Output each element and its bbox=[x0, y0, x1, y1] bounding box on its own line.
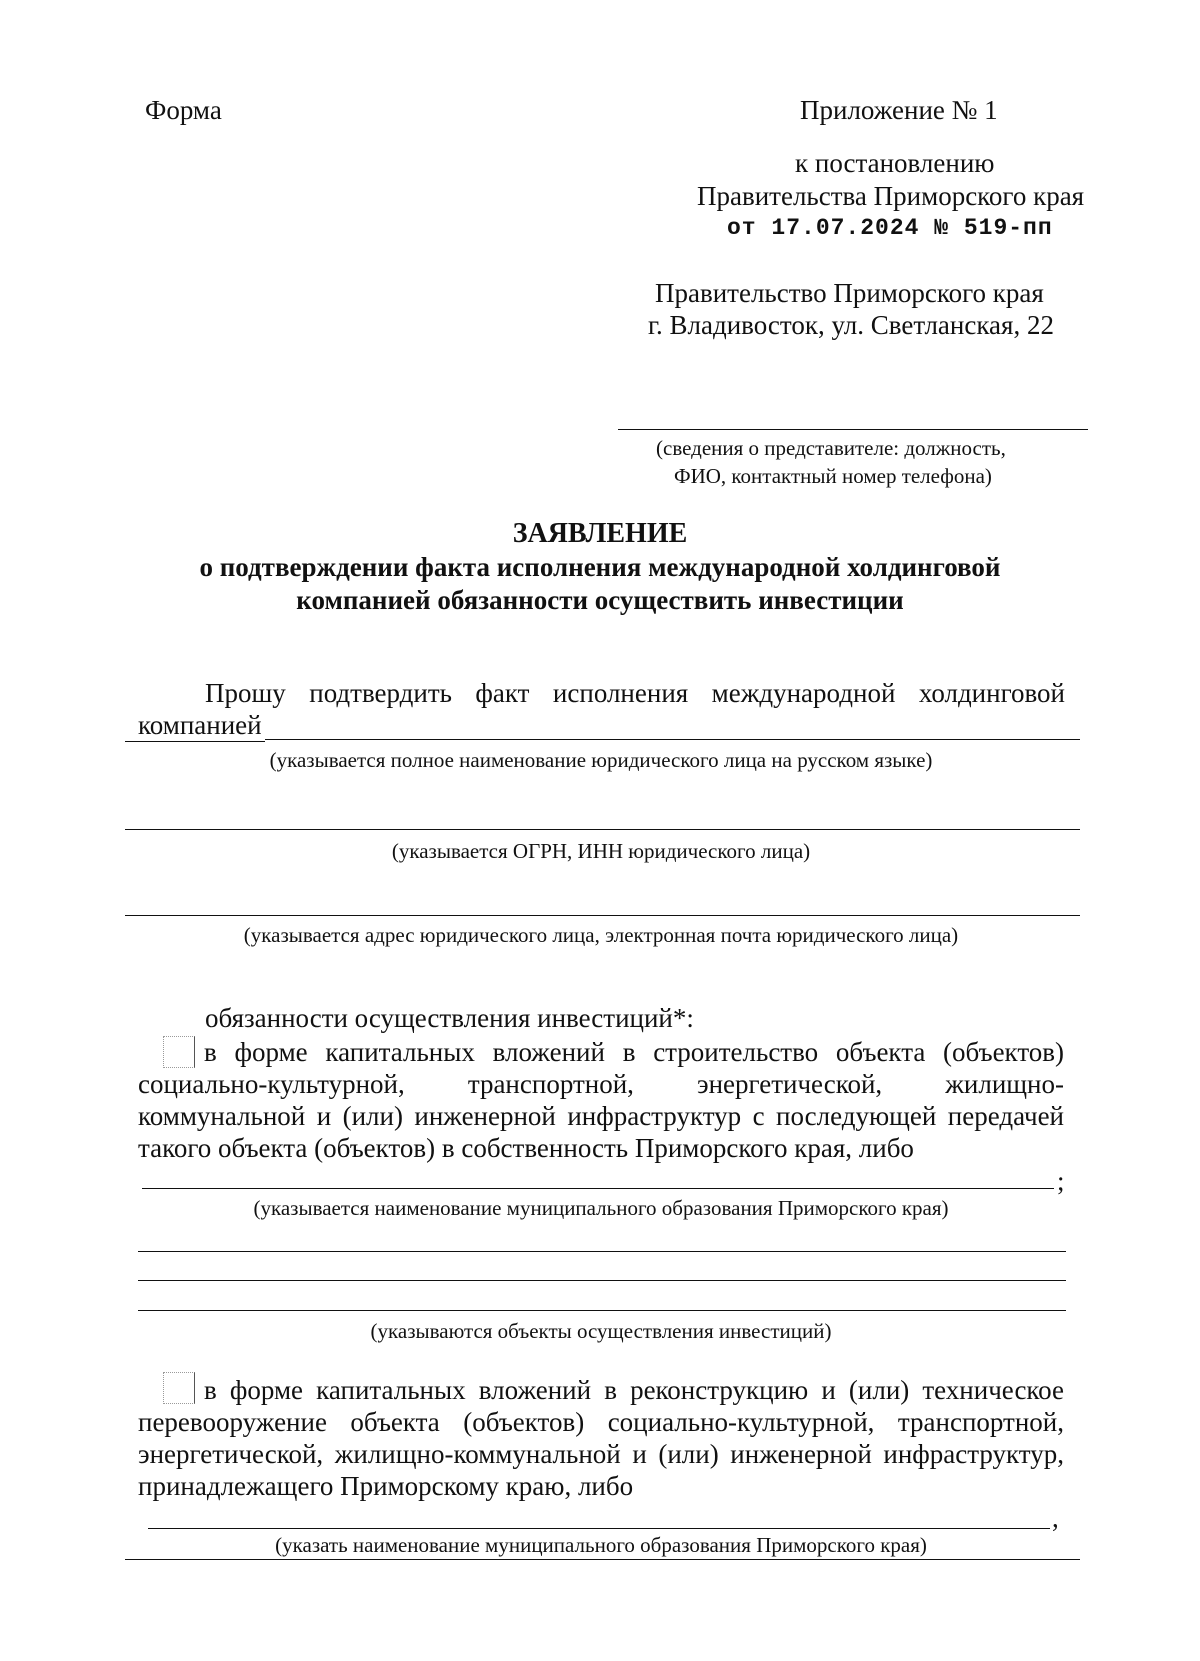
legal-name-field-line-top[interactable] bbox=[265, 739, 1080, 740]
address-email-caption: (указывается адрес юридического лица, электронная почта юридического лица) bbox=[243, 923, 959, 947]
ogrn-inn-field-line[interactable] bbox=[125, 829, 1080, 830]
option1-municipality-caption: (указывается наименование муниципального образования Приморского края) bbox=[253, 1196, 949, 1220]
representative-field-line[interactable] bbox=[618, 429, 1088, 430]
option2-checkbox[interactable] bbox=[163, 1372, 195, 1404]
obligations-intro: обязанности осуществления инвестиций*: bbox=[205, 1003, 694, 1033]
document-subtitle-line2: компанией обязанности осуществить инвестиции bbox=[296, 585, 904, 615]
legal-name-caption: (указывается полное наименование юридического лица на русском языке) bbox=[269, 748, 933, 772]
option2-municipality-caption: (указать наименование муниципального образования Приморского края) bbox=[275, 1533, 927, 1557]
representative-caption-line1: (сведения о представителе: должность, bbox=[656, 436, 1006, 460]
option1-line2: социально-культурной, транспортной, энергетической, жилищно- bbox=[138, 1069, 1064, 1099]
option1-objects-field-line-3[interactable] bbox=[138, 1310, 1066, 1311]
representative-caption-line2: ФИО, контактный номер телефона) bbox=[674, 464, 992, 488]
option1-line4: такого объекта (объектов) в собственность Приморского края, либо bbox=[138, 1133, 914, 1163]
resolution-ref: к постановлению bbox=[795, 148, 995, 178]
option2-municipality-field-line[interactable] bbox=[148, 1528, 1050, 1529]
request-line2: компанией bbox=[138, 710, 262, 740]
option1-trailing-mark: ; bbox=[1057, 1166, 1065, 1196]
document-subtitle-line1: о подтверждении факта исполнения международной холдинговой bbox=[199, 552, 1001, 582]
legal-name-field-line-left bbox=[125, 741, 265, 742]
option2-line3: энергетической, жилищно-коммунальной и (или) инженерной инфраструктур, bbox=[138, 1439, 1064, 1469]
government-ref: Правительства Приморского края bbox=[697, 181, 1085, 211]
option1-objects-field-line-1[interactable] bbox=[138, 1251, 1066, 1252]
appendix-label: Приложение № 1 bbox=[800, 95, 998, 125]
address-email-field-line[interactable] bbox=[125, 915, 1080, 916]
option2-line1: в форме капитальных вложений в реконструкцию и (или) техническое bbox=[204, 1375, 1064, 1405]
option1-objects-field-line-2[interactable] bbox=[138, 1280, 1066, 1281]
request-line1: Прошу подтвердить факт исполнения международной холдинговой bbox=[205, 678, 1065, 708]
option2-line2: перевооружение объекта (объектов) социально-культурной, транспортной, bbox=[138, 1407, 1064, 1437]
option2-trailing-mark: , bbox=[1052, 1503, 1059, 1533]
option1-checkbox[interactable] bbox=[163, 1036, 195, 1068]
addressee-address: г. Владивосток, ул. Светланская, 22 bbox=[648, 310, 1054, 340]
option1-municipality-field-line[interactable] bbox=[142, 1188, 1054, 1189]
option2-bottom-line bbox=[125, 1559, 1080, 1560]
form-label: Форма bbox=[145, 95, 222, 125]
resolution-date-number: от 17.07.2024 № 519-пп bbox=[727, 215, 1053, 241]
option1-objects-caption: (указываются объекты осуществления инвестиций) bbox=[370, 1319, 832, 1343]
addressee-name: Правительство Приморского края bbox=[655, 278, 1044, 308]
option1-line1: в форме капитальных вложений в строительство объекта (объектов) bbox=[204, 1037, 1064, 1067]
option2-line4: принадлежащего Приморскому краю, либо bbox=[138, 1471, 634, 1501]
option1-line3: коммунальной и (или) инженерной инфраструктур с последующей передачей bbox=[138, 1101, 1064, 1131]
document-title: ЗАЯВЛЕНИЕ bbox=[512, 518, 688, 549]
ogrn-inn-caption: (указывается ОГРН, ИНН юридического лица) bbox=[391, 839, 811, 863]
